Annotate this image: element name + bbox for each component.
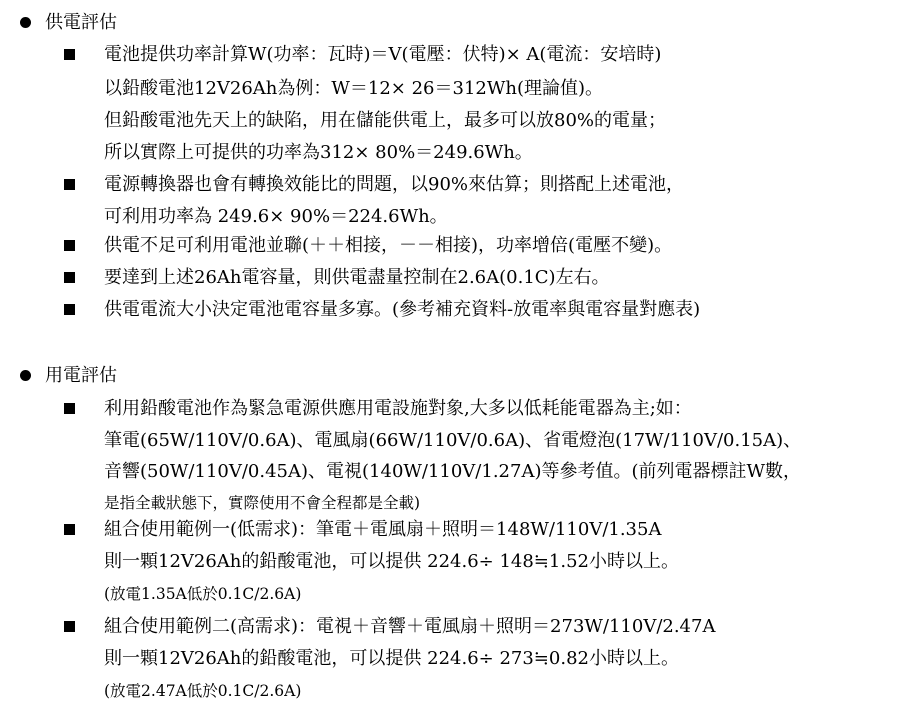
- text-line: 電源轉換器也會有轉換效能比的問題，以90%來估算；則搭配上述電池，: [104, 174, 685, 195]
- bullet-square-icon: [64, 304, 75, 315]
- bullet-square-icon: [64, 524, 75, 535]
- text-line: 組合使用範例一(低需求)：筆電＋電風扇＋照明＝148W/110V/1.35A: [104, 519, 662, 540]
- section-heading-power-supply: [20, 10, 117, 36]
- text-line: 利用鉛酸電池作為緊急電源供應用電設施對象,大多以低耗能電器為主;如：: [104, 398, 692, 419]
- bullet-dot-icon: [20, 370, 31, 381]
- section-heading-power-usage: [20, 363, 117, 389]
- text-line: 則一顆12V26Ah的鉛酸電池，可以提供 224.6÷ 273≒0.82小時以上。: [104, 648, 679, 669]
- bullet-square-icon: [64, 272, 75, 283]
- bullet-square-icon: [64, 621, 75, 632]
- text-line: (放電1.35A低於0.1C/2.6A): [104, 585, 302, 603]
- text-line: 則一顆12V26Ah的鉛酸電池，可以提供 224.6÷ 148≒1.52小時以上。: [104, 551, 679, 572]
- bullet-square-icon: [64, 403, 75, 414]
- text-line: 組合使用範例二(高需求)：電視＋音響＋電風扇＋照明＝273W/110V/2.47A: [104, 616, 716, 637]
- text-line: 音響(50W/110V/0.45A)、電視(140W/110V/1.27A)等參考值。(前列電器標註W數，: [104, 461, 801, 482]
- text-line: 所以實際上可提供的功率為312× 80%＝249.6Wh。: [104, 142, 533, 163]
- text-line: 要達到上述26Ah電容量，則供電盡量控制在2.6A(0.1C)左右。: [104, 267, 610, 288]
- section-heading-text: 用電評估: [45, 365, 117, 386]
- text-line: 供電不足可利用電池並聯(＋＋相接，－－相接)，功率增倍(電壓不變)。: [104, 235, 673, 256]
- text-line: 供電電流大小決定電池電容量多寡。(參考補充資料-放電率與電容量對應表): [104, 299, 701, 320]
- bullet-square-icon: [64, 240, 75, 251]
- text-line: 是指全載狀態下，實際使用不會全程都是全載): [104, 494, 421, 512]
- bullet-square-icon: [64, 49, 75, 60]
- text-line: 但鉛酸電池先天上的缺陷，用在儲能供電上，最多可以放80%的電量；: [104, 110, 667, 131]
- text-line: 電池提供功率計算W(功率：瓦時)＝V(電壓：伏特)× A(電流：安培時): [104, 44, 662, 65]
- text-line: 可利用功率為 249.6× 90%＝224.6Wh。: [104, 206, 448, 227]
- bullet-dot-icon: [20, 17, 31, 28]
- text-line: (放電2.47A低於0.1C/2.6A): [104, 682, 302, 700]
- text-line: 筆電(65W/110V/0.6A)、電風扇(66W/110V/0.6A)、省電燈泡(17W/110V/0.15A)、: [104, 430, 802, 451]
- text-line: 以鉛酸電池12V26Ah為例：W＝12× 26＝312Wh(理論值)。: [104, 78, 604, 99]
- bullet-square-icon: [64, 179, 75, 190]
- section-heading-text: 供電評估: [45, 12, 117, 33]
